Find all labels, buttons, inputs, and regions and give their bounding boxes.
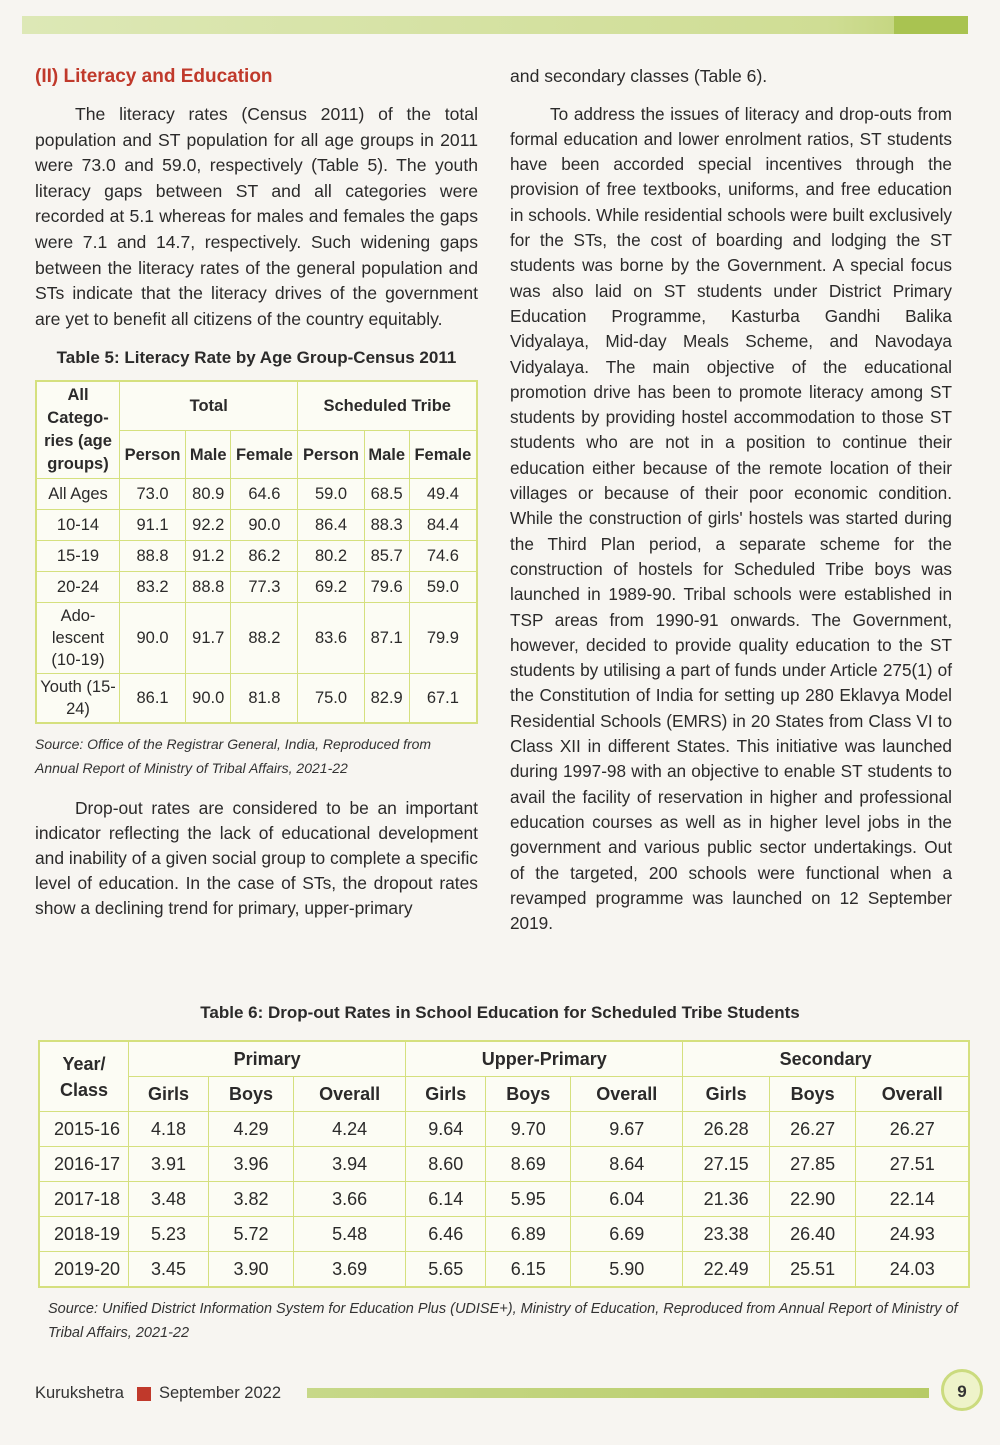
top-decorative-band xyxy=(22,16,968,34)
table6-row xyxy=(39,1182,969,1217)
table6-cell: 3.94 xyxy=(294,1147,406,1182)
table5-row-label: 20-24 xyxy=(36,572,120,603)
table5-cell: 88.8 xyxy=(120,541,186,572)
table5-row-label: Youth (15-24) xyxy=(36,674,120,724)
table5-cell: 82.9 xyxy=(364,674,409,724)
table6-subheader: Overall xyxy=(294,1077,406,1112)
table6-cell: 6.89 xyxy=(486,1217,571,1252)
table6-row xyxy=(39,1147,969,1182)
table6-cell: 5.23 xyxy=(129,1217,209,1252)
table6-cell: 26.28 xyxy=(683,1112,770,1147)
right-column xyxy=(510,64,952,936)
table6-year: 2015-16 xyxy=(39,1112,129,1147)
table6-cell: 4.29 xyxy=(209,1112,294,1147)
table5-cell: 67.1 xyxy=(409,674,477,724)
table5-cell: 91.1 xyxy=(120,510,186,541)
table6-cell: 6.14 xyxy=(406,1182,486,1217)
table5-cell: 64.6 xyxy=(231,479,298,510)
table6-cell: 5.65 xyxy=(406,1252,486,1288)
table5-cell: 49.4 xyxy=(409,479,477,510)
table6-cell: 9.64 xyxy=(406,1112,486,1147)
table5-row-label: All Ages xyxy=(36,479,120,510)
table6-subheader: Boys xyxy=(486,1077,571,1112)
table6-cell: 6.15 xyxy=(486,1252,571,1288)
table6-year: 2018-19 xyxy=(39,1217,129,1252)
table6-cell: 4.24 xyxy=(294,1112,406,1147)
table6-cell: 6.04 xyxy=(571,1182,683,1217)
table6-year: 2016-17 xyxy=(39,1147,129,1182)
table6-cell: 26.27 xyxy=(769,1112,856,1147)
table5-row xyxy=(36,674,477,724)
table5-cell: 85.7 xyxy=(364,541,409,572)
paragraph-dropout: Drop-out rates are considered to be an important indicator reflecting the lack of educational development and inability of a given social group to complete a specific level of education. In the case of STs, the dropout rates show a declining trend for primary, upper-primary xyxy=(35,798,478,919)
table6-cell: 5.90 xyxy=(571,1252,683,1288)
table6-cell: 3.82 xyxy=(209,1182,294,1217)
table5-cell: 84.4 xyxy=(409,510,477,541)
table5-cell: 86.4 xyxy=(298,510,364,541)
table6-row xyxy=(39,1217,969,1252)
table6-cell: 5.48 xyxy=(294,1217,406,1252)
table5-cell: 86.2 xyxy=(231,541,298,572)
table5-row-label: 15-19 xyxy=(36,541,120,572)
table5-cell: 83.6 xyxy=(298,603,364,674)
table6-cell: 22.49 xyxy=(683,1252,770,1288)
table5-cell: 90.0 xyxy=(120,603,186,674)
table6-cell: 27.15 xyxy=(683,1147,770,1182)
table5-row-label: 10-14 xyxy=(36,510,120,541)
table5-cell: 68.5 xyxy=(364,479,409,510)
table6-subheader: Boys xyxy=(769,1077,856,1112)
table5-cell: 83.2 xyxy=(120,572,186,603)
section-heading: (II) Literacy and Education xyxy=(35,66,273,87)
table5-cell: 86.1 xyxy=(120,674,186,724)
table5-subheader: Person xyxy=(120,431,186,479)
table6-dropout-rates xyxy=(38,1040,970,1288)
table6-cell: 9.70 xyxy=(486,1112,571,1147)
table6-subheader: Overall xyxy=(571,1077,683,1112)
table6-corner-header: Year/ Class xyxy=(39,1041,129,1112)
table6-title: Table 6: Drop-out Rates in School Education for Scheduled Tribe Students xyxy=(200,1003,800,1022)
table5-subheader: Male xyxy=(364,431,409,479)
table5-cell: 69.2 xyxy=(298,572,364,603)
table5-cell: 87.1 xyxy=(364,603,409,674)
top-band-accent xyxy=(894,16,968,34)
table5-cell: 79.9 xyxy=(409,603,477,674)
table6-cell: 21.36 xyxy=(683,1182,770,1217)
table5-cell: 74.6 xyxy=(409,541,477,572)
table5-row-label: Ado-lescent (10-19) xyxy=(36,603,120,674)
table5-cell: 80.9 xyxy=(186,479,231,510)
table6-row xyxy=(39,1252,969,1288)
table5-subheader: Female xyxy=(409,431,477,479)
table5-row xyxy=(36,603,477,674)
table6-group-upper-primary: Upper-Primary xyxy=(406,1041,683,1077)
table5-cell: 91.7 xyxy=(186,603,231,674)
table6-cell: 8.60 xyxy=(406,1147,486,1182)
table5-literacy-rate xyxy=(35,380,478,724)
table6-subheader: Girls xyxy=(129,1077,209,1112)
table5-cell: 88.8 xyxy=(186,572,231,603)
table6-cell: 3.90 xyxy=(209,1252,294,1288)
table6-group-primary: Primary xyxy=(129,1041,406,1077)
paragraph-literacy: The literacy rates (Census 2011) of the total population and ST population for all age groups in 2011 were 73.0 and 59.0, respectively (Table 5). The youth literacy gaps between ST and all categories were recorded at 5.1 whereas for males and females the gaps were 7.1 and 14.7, respectively. Such widening gaps between the literacy rates of the general population and STs indicate that the literacy drives of the government are yet to benefit all citizens of the country equitably. xyxy=(35,104,478,329)
table5-subheader: Female xyxy=(231,431,298,479)
table5-group-total: Total xyxy=(120,381,298,430)
table6-cell: 3.45 xyxy=(129,1252,209,1288)
table6-year: 2017-18 xyxy=(39,1182,129,1217)
table5-title: Table 5: Literacy Rate by Age Group-Census 2011 xyxy=(56,348,457,368)
table6-cell: 3.69 xyxy=(294,1252,406,1288)
table5-cell: 88.3 xyxy=(364,510,409,541)
table6-cell: 24.03 xyxy=(856,1252,969,1288)
table5-row xyxy=(36,541,477,572)
table5-subheader: Person xyxy=(298,431,364,479)
table6-cell: 6.69 xyxy=(571,1217,683,1252)
page-number: 9 xyxy=(941,1369,983,1411)
table6-cell: 22.90 xyxy=(769,1182,856,1217)
table5-cell: 90.0 xyxy=(186,674,231,724)
table6-cell: 8.69 xyxy=(486,1147,571,1182)
table6-cell: 5.72 xyxy=(209,1217,294,1252)
table5-corner-header: All Catego-ries (age groups) xyxy=(36,381,120,479)
table6-cell: 23.38 xyxy=(683,1217,770,1252)
table6-cell: 3.96 xyxy=(209,1147,294,1182)
table6-cell: 26.40 xyxy=(769,1217,856,1252)
table5-cell: 92.2 xyxy=(186,510,231,541)
table5-row xyxy=(36,572,477,603)
table6-year: 2019-20 xyxy=(39,1252,129,1288)
table5-subheader: Male xyxy=(186,431,231,479)
table6-cell: 22.14 xyxy=(856,1182,969,1217)
left-column xyxy=(35,64,478,921)
table6-cell: 9.67 xyxy=(571,1112,683,1147)
table6-cell: 24.93 xyxy=(856,1217,969,1252)
table6-cell: 3.66 xyxy=(294,1182,406,1217)
table5-cell: 59.0 xyxy=(409,572,477,603)
table6-group-secondary: Secondary xyxy=(683,1041,969,1077)
table6-row xyxy=(39,1112,969,1147)
table6-cell: 4.18 xyxy=(129,1112,209,1147)
table5-cell: 59.0 xyxy=(298,479,364,510)
table5-cell: 80.2 xyxy=(298,541,364,572)
table6-cell: 6.46 xyxy=(406,1217,486,1252)
table5-cell: 73.0 xyxy=(120,479,186,510)
page-footer xyxy=(35,1381,975,1411)
table6-subheader: Overall xyxy=(856,1077,969,1112)
table5-row xyxy=(36,479,477,510)
table5-source: Source: Office of the Registrar General, India, Reproduced from Annual Report of Ministry of Tribal Affairs, 2021-22 xyxy=(35,736,432,777)
table5-cell: 91.2 xyxy=(186,541,231,572)
table5-cell: 81.8 xyxy=(231,674,298,724)
magazine-name: Kurukshetra xyxy=(35,1384,124,1402)
table6-subheader: Boys xyxy=(209,1077,294,1112)
table6-cell: 26.27 xyxy=(856,1112,969,1147)
footer-red-square xyxy=(137,1387,151,1401)
table6-source: Source: Unified District Information System for Education Plus (UDISE+), Ministry of Education, Reproduced from Annual Report of Ministry of Tribal Affairs, 2021-22 xyxy=(48,1301,958,1341)
table5-group-st: Scheduled Tribe xyxy=(298,381,477,430)
issue-month: September 2022 xyxy=(159,1384,282,1402)
table6-cell: 5.95 xyxy=(486,1182,571,1217)
table6-cell: 3.48 xyxy=(129,1182,209,1217)
table5-cell: 90.0 xyxy=(231,510,298,541)
table6-subheader: Girls xyxy=(406,1077,486,1112)
table5-row xyxy=(36,510,477,541)
table6-cell: 25.51 xyxy=(769,1252,856,1288)
table6-cell: 3.91 xyxy=(129,1147,209,1182)
paragraph-dropout-continued: and secondary classes (Table 6). xyxy=(510,66,768,86)
table6-cell: 27.85 xyxy=(769,1147,856,1182)
table5-cell: 79.6 xyxy=(364,572,409,603)
table6-subheader: Girls xyxy=(683,1077,770,1112)
paragraph-incentives: To address the issues of literacy and drop-outs from formal education and lower enrolment ratios, ST students have been accorded special incentives through the provision of free textbooks, uniforms, and free education in schools. While residential schools were built exclusively for the STs, the cost of boarding and lodging the ST students was borne by the Government. A special focus was also laid on ST students under District Primary Education Programme, Kasturba Gandhi Balika Vidyalaya, Mid-day Meals Scheme, and Navodaya Vidyalaya. The main objective of the educational promotion drive has been to promote literacy among ST students by providing hostel accommodation to those ST students who are not in a position to continue their education either because of the remote location of their villages or because of their poor economic condition. While the construction of girls' hostels was started during the Third Plan period, a separate scheme for the construction of hostels for Scheduled Tribe boys was launched in 1989-90. Tribal schools were established in TSP areas from 1990-91 onwards. The Government, however, decided to provide quality education to the ST students by utilising a part of funds under Article 275(1) of the Constitution of India for setting up 280 Eklavya Model Residential Schools (EMRS) in 20 States from Class VI to Class XII in different States. This initiative was launched during 1997-98 with an objective to enable ST students to avail the facility of reservation in higher and professional education courses as well as in higher level jobs in the government and various public sector undertakings. Out of the targeted, 200 schools were functional when a revamped programme was launched on 12 September 2019. xyxy=(510,103,952,934)
table5-cell: 88.2 xyxy=(231,603,298,674)
table6-cell: 8.64 xyxy=(571,1147,683,1182)
footer-rule xyxy=(307,1388,929,1398)
table6-cell: 27.51 xyxy=(856,1147,969,1182)
table5-cell: 77.3 xyxy=(231,572,298,603)
table5-cell: 75.0 xyxy=(298,674,364,724)
